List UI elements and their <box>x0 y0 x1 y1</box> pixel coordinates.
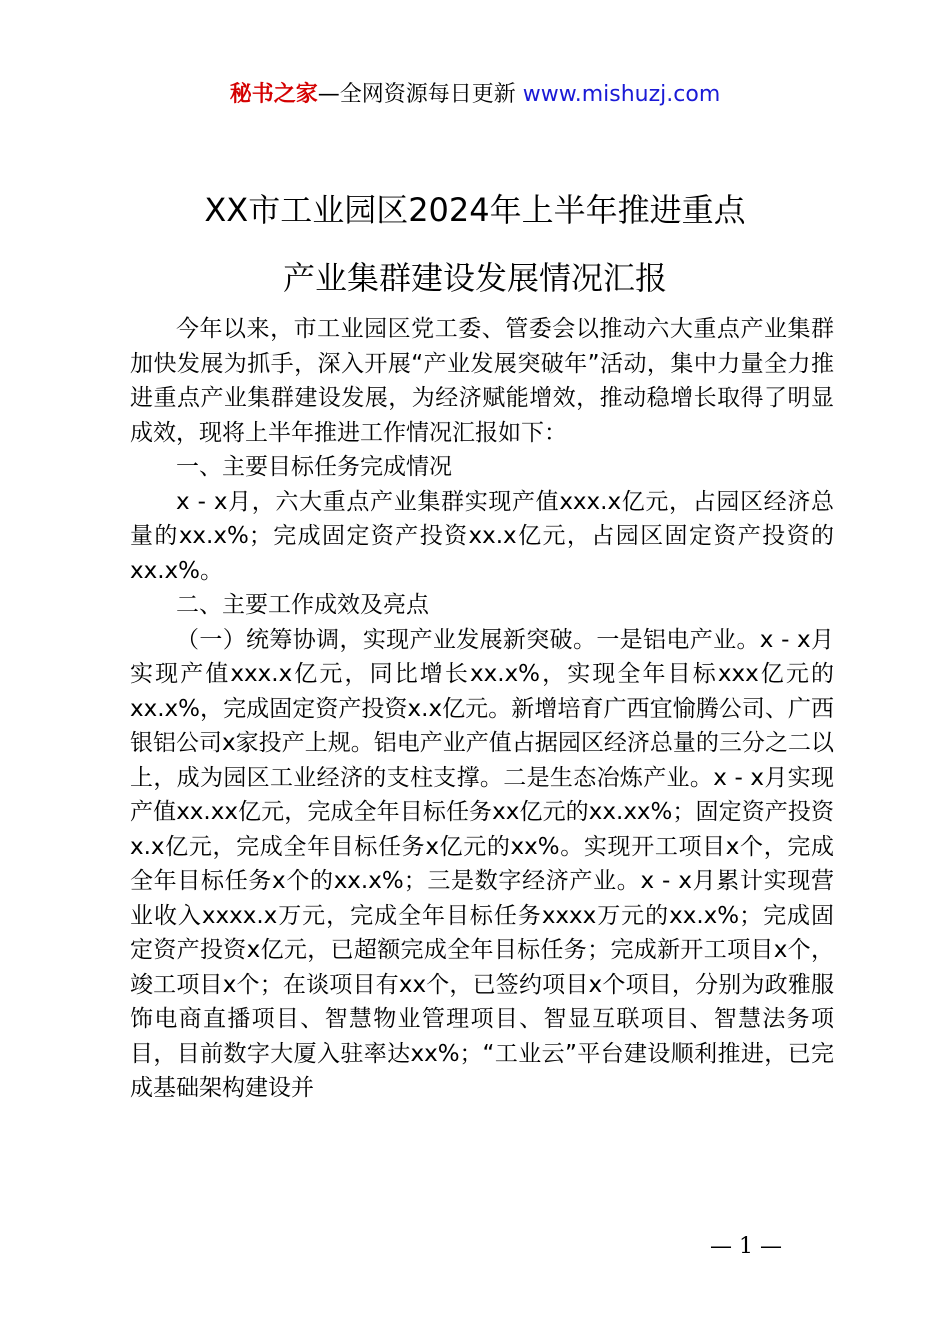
paragraph-targets: x - x月，六大重点产业集群实现产值xxx.x亿元，占园区经济总量的xx.x%；完成固定资产投资xx.x亿元，占园区固定资产投资的xx.x%。 <box>130 488 834 584</box>
site-banner <box>0 80 950 110</box>
banner-url-link[interactable]: www.mishuzj.com <box>522 82 721 107</box>
banner-brand: 秘书之家 <box>229 82 318 107</box>
document-title-line-2: 产业集群建设发展情况汇报 <box>282 259 667 297</box>
paragraph-achievements: （一）统筹协调，实现产业发展新突破。一是铝电产业。x - x月实现产值xxx.x亿元，同比增长xx.x%，实现全年目标xxx亿元的xx.x%，完成固定资产投资x.x亿元。新增培育广西宜愉腾公司、广西银铝公司x家投产上规。铝电产业产值占据园区经济总量的三分之二以上，成为园区工业经济的支柱支撑。二是生态冶炼产业。x - x月实现产值xx.xx亿元，完成全年目标任务xx亿元的xx.xx%；固定资产投资x.x亿元，完成全年目标任务x亿元的xx%。实现开工项目x个，完成全年目标任务x个的xx.x%；三是数字经济产业。x - x月累计实现营业收入xxxx.x万元，完成全年目标任务xxxx万元的xx.x%；完成固定资产投资x亿元，已超额完成全年目标任务；完成新开工项目x个，竣工项目x个；在谈项目有xx个，已签约项目x个项目，分别为政雅服饰电商直播项目、智慧物业管理项目、智显互联项目、智慧法务项目，目前数字大厦入驻率达xx%；“工业云”平台建设顺利推进，已完成基础架构建设并 <box>130 626 834 1101</box>
section-heading-1: 一、主要目标任务完成情况 <box>176 454 452 480</box>
section-heading-2: 二、主要工作成效及亮点 <box>176 592 429 618</box>
document-body <box>130 312 834 1106</box>
page-number: — 1 — <box>710 1234 782 1259</box>
document-title-line-1: XX市工业园区2024年上半年推进重点 <box>204 191 746 229</box>
banner-tagline: —全网资源每日更新 <box>317 82 516 107</box>
paragraph-intro: 今年以来，市工业园区党工委、管委会以推动六大重点产业集群加快发展为抓手，深入开展“产业发展突破年”活动，集中力量全力推进重点产业集群建设发展，为经济赋能增效，推动稳增长取得了明显成效，现将上半年推进工作情况汇报如下： <box>130 316 834 446</box>
